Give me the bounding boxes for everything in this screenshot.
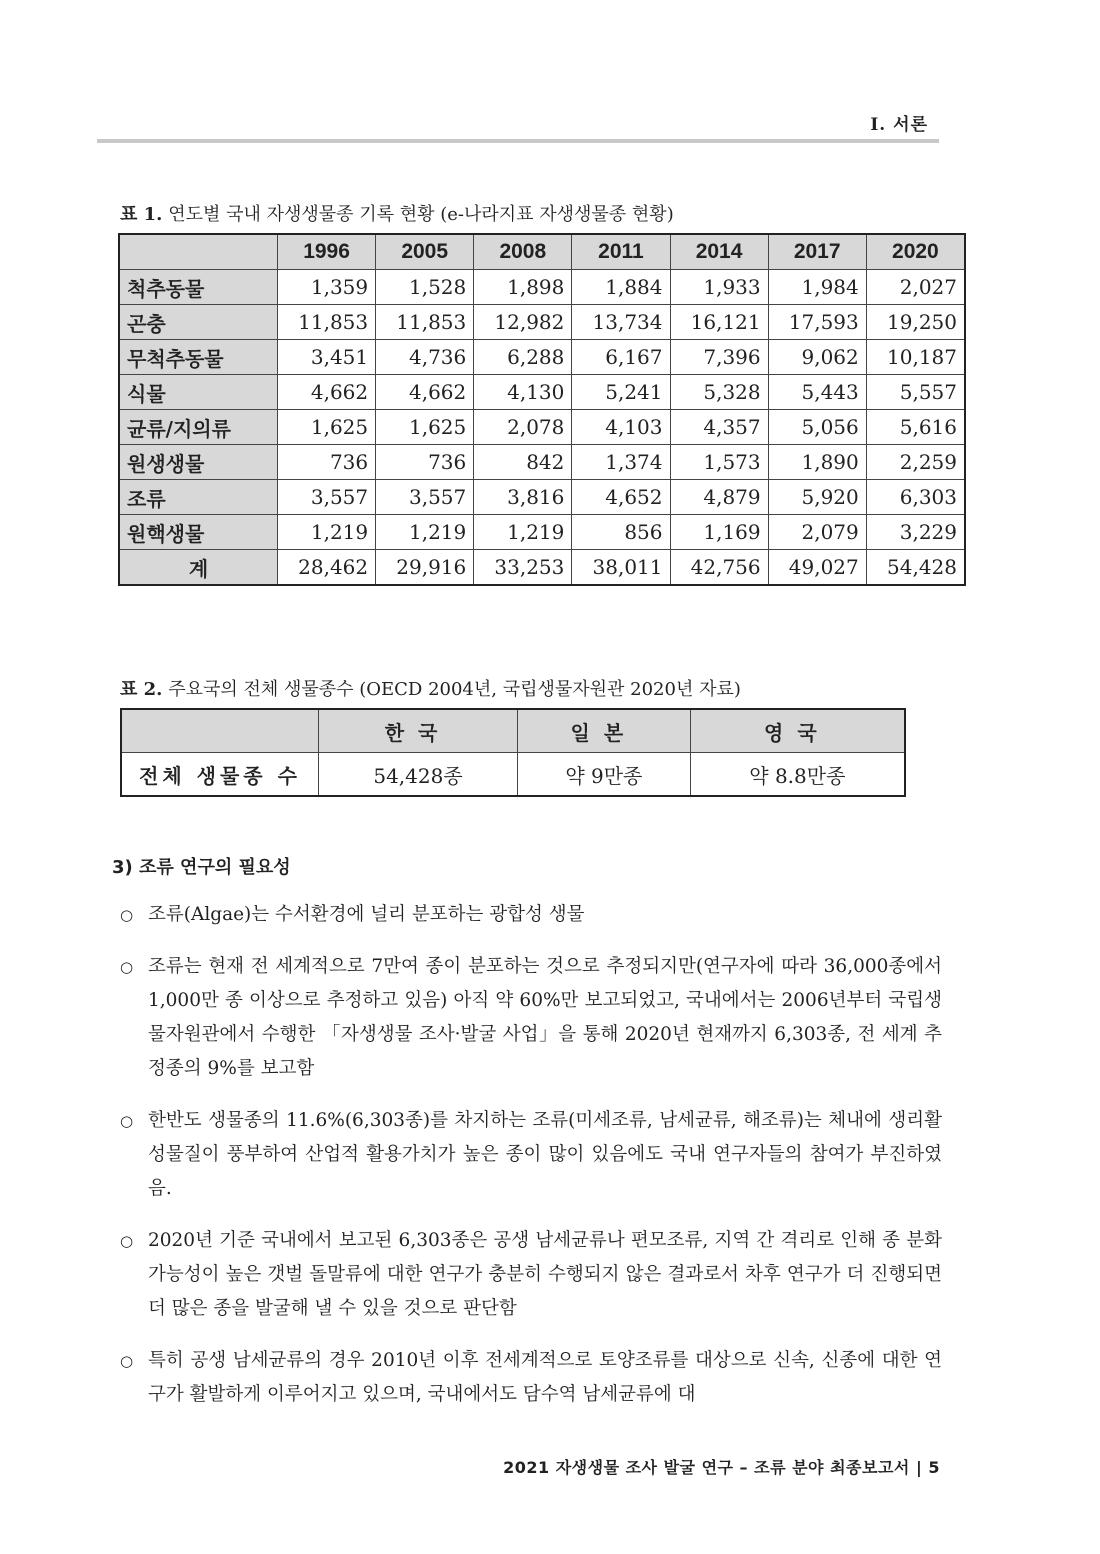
table1-cell: 1,625 [278, 410, 376, 445]
table1-cell: 49,027 [768, 550, 866, 586]
table1-label: 표 1. [120, 204, 163, 225]
table1-cell: 5,920 [768, 480, 866, 515]
table1-caption [120, 200, 674, 226]
table1-row [119, 515, 965, 550]
table1-cell: 856 [572, 515, 670, 550]
header-rule [97, 139, 939, 143]
year-header: 2005 [376, 234, 474, 270]
bullet-circle-icon: ○ [120, 958, 134, 976]
country-header: 영국 [690, 709, 905, 753]
table1-cell: 1,219 [376, 515, 474, 550]
table1-cell: 7,396 [670, 340, 768, 375]
table1-row [119, 445, 965, 480]
table2-cell: 약 8.8만종 [690, 753, 905, 797]
table2-caption-text: 주요국의 전체 생물종수 (OECD 2004년, 국립생물자원관 2020년 자료) [168, 679, 741, 700]
table1-cell: 1,169 [670, 515, 768, 550]
table1-cell: 2,079 [768, 515, 866, 550]
table1-cell: 5,443 [768, 375, 866, 410]
table1-cell: 4,662 [376, 375, 474, 410]
bullet-item [120, 950, 942, 1086]
table1-cell: 29,916 [376, 550, 474, 586]
bullet-list [120, 898, 942, 1430]
table1-cell: 6,167 [572, 340, 670, 375]
bullet-circle-icon: ○ [120, 906, 134, 924]
row-label: 척추동물 [119, 270, 278, 305]
year-header: 2008 [474, 234, 572, 270]
table1-cell: 5,557 [866, 375, 965, 410]
table1-cell: 4,130 [474, 375, 572, 410]
country-header: 한국 [319, 709, 518, 753]
table1-cell: 5,328 [670, 375, 768, 410]
table1-cell: 1,573 [670, 445, 768, 480]
bullet-text: 특히 공생 남세균류의 경우 2010년 이후 전세계적으로 토양조류를 대상으로 신속, 신종에 대한 연구가 활발하게 이루어지고 있으며, 국내에서도 담수역 남세균류에 대 [148, 1350, 942, 1405]
table1-row [119, 340, 965, 375]
table1-cell: 1,528 [376, 270, 474, 305]
table1-cell: 4,879 [670, 480, 768, 515]
table1-cell: 6,303 [866, 480, 965, 515]
table1-cell: 1,625 [376, 410, 474, 445]
table1-cell: 9,062 [768, 340, 866, 375]
country-species-table [120, 708, 906, 797]
table1-corner-cell [119, 234, 278, 270]
species-record-table [118, 233, 966, 586]
bullet-text: 조류는 현재 전 세계적으로 7만여 종이 분포하는 것으로 추정되지만(연구자에 따라 36,000종에서 1,000만 종 이상으로 추정하고 있음) 아직 약 60%만 보고되었고, 국내에서는 2006년부터 국립생물자원관에서 수행한 「자생생물 조사·발굴 사업」을 통해 2020년 현재까지 6,303종, 전 세계 추정종의 9%를 보고함 [148, 956, 942, 1079]
table1-cell: 16,121 [670, 305, 768, 340]
table1-cell: 1,374 [572, 445, 670, 480]
bullet-item [120, 1104, 942, 1206]
table1-row [119, 410, 965, 445]
table1-cell: 1,359 [278, 270, 376, 305]
bullet-text: 2020년 기준 국내에서 보고된 6,303종은 공생 남세균류나 편모조류, 지역 간 격리로 인해 종 분화 가능성이 높은 갯벌 돌말류에 대한 연구가 충분히 수행되지 않은 결과로서 차후 연구가 더 진행되면 더 많은 종을 발굴해 낼 수 있을 것으로 판단함 [148, 1230, 942, 1319]
table1-cell: 3,229 [866, 515, 965, 550]
bullet-item [120, 1344, 942, 1412]
row-label: 균류/지의류 [119, 410, 278, 445]
table1-cell: 2,259 [866, 445, 965, 480]
table1-cell: 13,734 [572, 305, 670, 340]
table1-row [119, 305, 965, 340]
row-label: 곤충 [119, 305, 278, 340]
table1-cell: 736 [278, 445, 376, 480]
year-header: 2014 [670, 234, 768, 270]
table1-cell: 1,933 [670, 270, 768, 305]
year-header: 2020 [866, 234, 965, 270]
year-header: 2017 [768, 234, 866, 270]
table2-cell: 약 9만종 [518, 753, 691, 797]
table1-cell: 42,756 [670, 550, 768, 586]
row-label: 조류 [119, 480, 278, 515]
bullet-text: 한반도 생물종의 11.6%(6,303종)를 차지하는 조류(미세조류, 남세균류, 해조류)는 체내에 생리활성물질이 풍부하여 산업적 활용가치가 높은 종이 많이 있음에도 국내 연구자들의 참여가 부진하였음. [148, 1110, 942, 1199]
table1-cell: 11,853 [278, 305, 376, 340]
running-title: Ⅰ. 서론 [870, 115, 928, 135]
table1-cell: 54,428 [866, 550, 965, 586]
table1-cell: 1,219 [474, 515, 572, 550]
table1-cell: 4,736 [376, 340, 474, 375]
table1-cell: 5,241 [572, 375, 670, 410]
table1-cell: 2,027 [866, 270, 965, 305]
table1-cell: 38,011 [572, 550, 670, 586]
table1-cell: 11,853 [376, 305, 474, 340]
table1-cell: 5,056 [768, 410, 866, 445]
table1-cell: 33,253 [474, 550, 572, 586]
table1-cell: 10,187 [866, 340, 965, 375]
bullet-circle-icon: ○ [120, 1232, 134, 1250]
table1-cell: 1,219 [278, 515, 376, 550]
table1-cell: 17,593 [768, 305, 866, 340]
bullet-circle-icon: ○ [120, 1112, 134, 1130]
table2-cell: 54,428종 [319, 753, 518, 797]
table2-row-label: 전체 생물종 수 [121, 753, 319, 797]
table1-cell: 4,652 [572, 480, 670, 515]
table1-cell: 19,250 [866, 305, 965, 340]
table1-cell: 6,288 [474, 340, 572, 375]
section-heading: 3) 조류 연구의 필요성 [112, 857, 291, 878]
table2-data-row [121, 753, 905, 797]
table1-cell: 4,357 [670, 410, 768, 445]
bullet-circle-icon: ○ [120, 1352, 134, 1370]
row-label: 무척추동물 [119, 340, 278, 375]
table1-cell: 3,557 [278, 480, 376, 515]
table1-caption-text: 연도별 국내 자생생물종 기록 현황 (e-나라지표 자생생물종 현황) [168, 204, 674, 225]
table1-cell: 1,890 [768, 445, 866, 480]
page-footer: 2021 자생생물 조사 발굴 연구 – 조류 분야 최종보고서 | 5 [503, 1458, 940, 1477]
bullet-item [120, 898, 942, 932]
table2-corner-cell [121, 709, 319, 753]
table1-cell: 2,078 [474, 410, 572, 445]
table1-cell: 3,816 [474, 480, 572, 515]
table1-cell: 3,451 [278, 340, 376, 375]
year-header: 1996 [278, 234, 376, 270]
table1-cell: 4,662 [278, 375, 376, 410]
table2-header-row [121, 709, 905, 753]
bullet-text: 조류(Algae)는 수서환경에 널리 분포하는 광합성 생물 [148, 904, 585, 925]
table1-cell: 1,984 [768, 270, 866, 305]
row-label: 식물 [119, 375, 278, 410]
row-label: 원생생물 [119, 445, 278, 480]
country-header: 일본 [518, 709, 691, 753]
table1-cell: 5,616 [866, 410, 965, 445]
table1-row [119, 375, 965, 410]
table1-cell: 28,462 [278, 550, 376, 586]
table2-caption [120, 675, 741, 701]
table1-cell: 1,884 [572, 270, 670, 305]
table2-label: 표 2. [120, 679, 163, 700]
row-label: 원핵생물 [119, 515, 278, 550]
table1-header-row [119, 234, 965, 270]
table1-cell: 3,557 [376, 480, 474, 515]
table1-total-row [119, 550, 965, 586]
table1-cell: 1,898 [474, 270, 572, 305]
table1-row [119, 480, 965, 515]
table1-cell: 736 [376, 445, 474, 480]
table1-cell: 12,982 [474, 305, 572, 340]
table1-row [119, 270, 965, 305]
row-label: 계 [119, 550, 278, 586]
year-header: 2011 [572, 234, 670, 270]
table1-cell: 842 [474, 445, 572, 480]
bullet-item [120, 1224, 942, 1326]
table1-cell: 4,103 [572, 410, 670, 445]
